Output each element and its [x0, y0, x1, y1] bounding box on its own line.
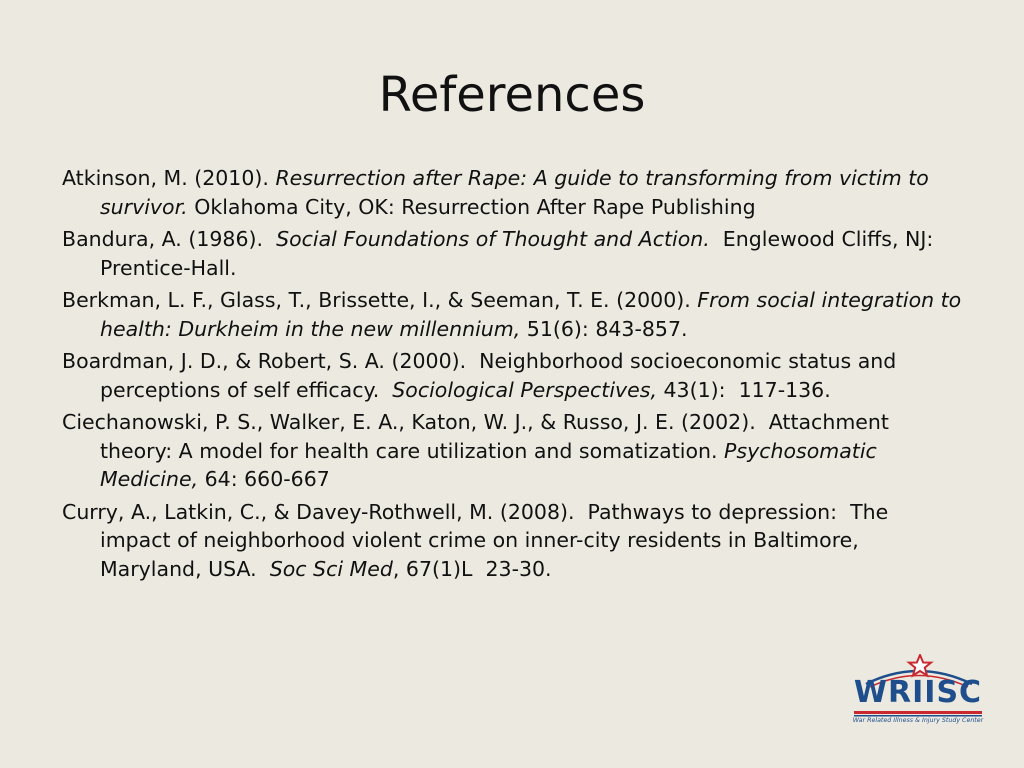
reference-title: Social Foundations of Thought and Action. — [276, 227, 710, 251]
reference-text: Curry, A., Latkin, C., & Davey-Rothwell, M. (2008). Pathways to depression: The impact of neighborhood violent crime on inner-city residents in Baltimore, Maryland, USA. — [62, 499, 895, 581]
reference-entry — [62, 498, 962, 584]
reference-text: 64: 660-667 — [198, 467, 330, 491]
reference-text: 51(6): 843-857. — [520, 316, 688, 341]
reference-text: Boardman, J. D., & Robert, S. A. (2000). Neighborhood socioeconomic status and perceptions of self efficacy. — [62, 349, 903, 402]
reference-text: Englewood Cliffs, NJ: Prentice-Hall. — [100, 227, 947, 280]
reference-text: Berkman, L. F., Glass, T., Brissette, I., & Seeman, T. E. (2000). — [62, 288, 698, 312]
reference-text: Bandura, A. (1986). — [62, 227, 277, 251]
reference-list — [62, 164, 968, 587]
reference-title: From social integration to health: Durkheim in the new millennium, — [100, 288, 968, 341]
reference-text: Ciechanowski, P. S., Walker, E. A., Katon, W. J., & Russo, J. E. (2002). Attachment theory: A model for health care utilization and somatization. — [62, 410, 896, 463]
reference-entry — [62, 286, 968, 343]
reference-text: , 67(1)L 23-30. — [392, 556, 552, 581]
reference-text: Oklahoma City, OK: Resurrection After Rape Publishing — [187, 194, 756, 219]
reference-entry — [62, 408, 962, 494]
reference-text: Atkinson, M. (2010). — [62, 166, 276, 190]
reference-title: Resurrection after Rape: A guide to transforming from victim to survivor. — [100, 166, 936, 219]
wriisc-logo — [848, 654, 988, 734]
reference-text: 43(1): 117-136. — [656, 377, 831, 402]
reference-title: Sociological Perspectives, — [392, 377, 657, 402]
slide-title: References — [378, 67, 646, 123]
reference-entry — [62, 347, 962, 404]
reference-title: Psychosomatic Medicine, — [100, 438, 884, 491]
logo-wordmark: WRIISC — [853, 675, 983, 710]
logo-tagline: War Related Illness & Injury Study Center — [852, 717, 984, 724]
reference-entry — [62, 225, 962, 282]
logo-underline-red — [854, 711, 982, 714]
reference-entry — [62, 164, 962, 221]
reference-title: Soc Sci Med — [269, 556, 393, 581]
